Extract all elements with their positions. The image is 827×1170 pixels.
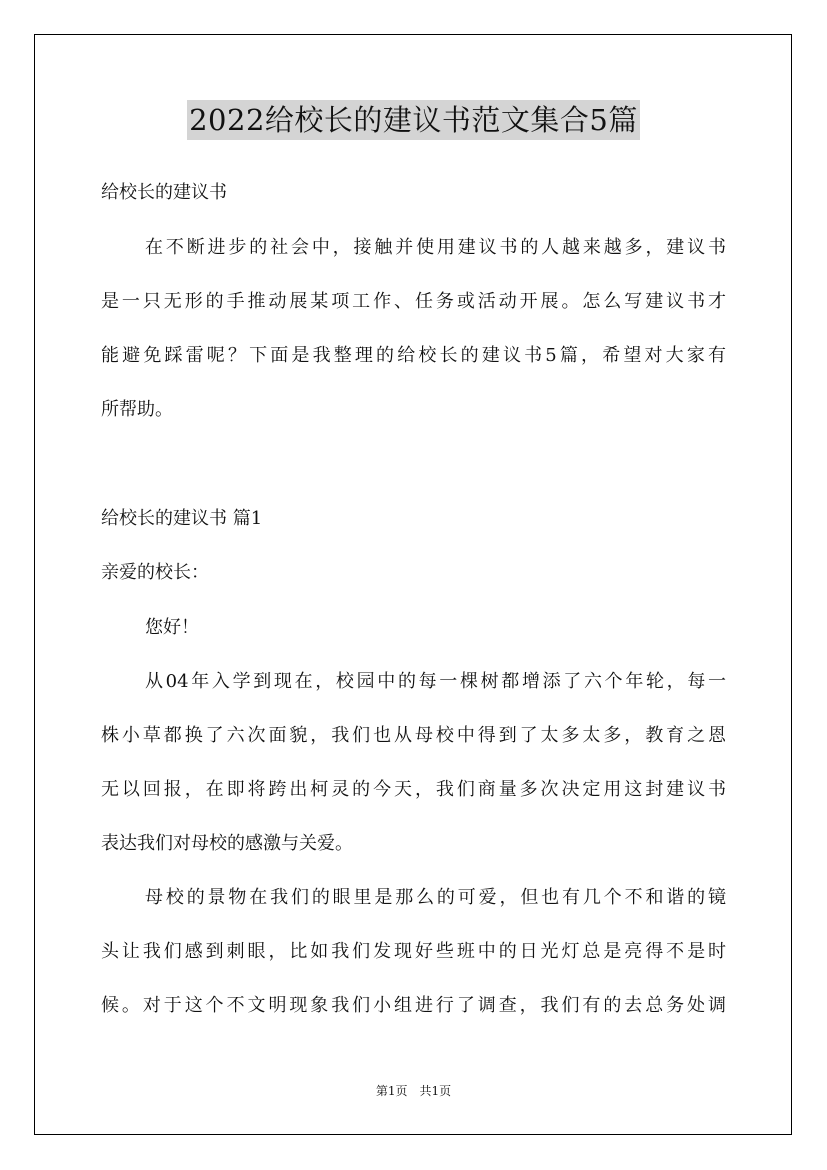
para1-line-2: 株小草都换了六次面貌，我们也从母校中得到了太多太多，教育之恩 (101, 725, 726, 746)
para2-line-1: 母校的景物在我们的眼里是那么的可爱，但也有几个不和谐的镜 (145, 887, 726, 908)
intro-line-4: 所帮助。 (101, 399, 173, 420)
para1-line-1: 从04年入学到现在，校园中的每一棵树都增添了六个年轮，每一 (145, 671, 726, 692)
intro-line-1: 在不断进步的社会中，接触并使用建议书的人越来越多，建议书 (145, 237, 726, 258)
section-heading-part1: 给校长的建议书 篇1 (101, 508, 263, 529)
para2-line-3: 候。对于这个不文明现象我们小组进行了调查，我们有的去总务处调 (101, 995, 726, 1016)
section-heading-intro: 给校长的建议书 (101, 182, 227, 203)
page-number-footer: 第1页 共1页 (375, 1084, 452, 1098)
greeting: 您好！ (145, 617, 199, 638)
intro-line-2: 是一只无形的手推动展某项工作、任务或活动开展。怎么写建议书才 (101, 291, 726, 312)
title-container (0, 100, 827, 140)
salutation: 亲爱的校长： (101, 562, 209, 583)
intro-line-3: 能避免踩雷呢？下面是我整理的给校长的建议书5篇，希望对大家有 (101, 345, 726, 366)
para1-line-4: 表达我们对母校的感激与关爱。 (101, 833, 353, 854)
para1-line-3: 无以回报，在即将跨出柯灵的今天，我们商量多次决定用这封建议书 (101, 779, 726, 800)
document-title: 2022给校长的建议书范文集合5篇 (187, 100, 640, 140)
para2-line-2: 头让我们感到刺眼，比如我们发现好些班中的日光灯总是亮得不是时 (101, 941, 726, 962)
